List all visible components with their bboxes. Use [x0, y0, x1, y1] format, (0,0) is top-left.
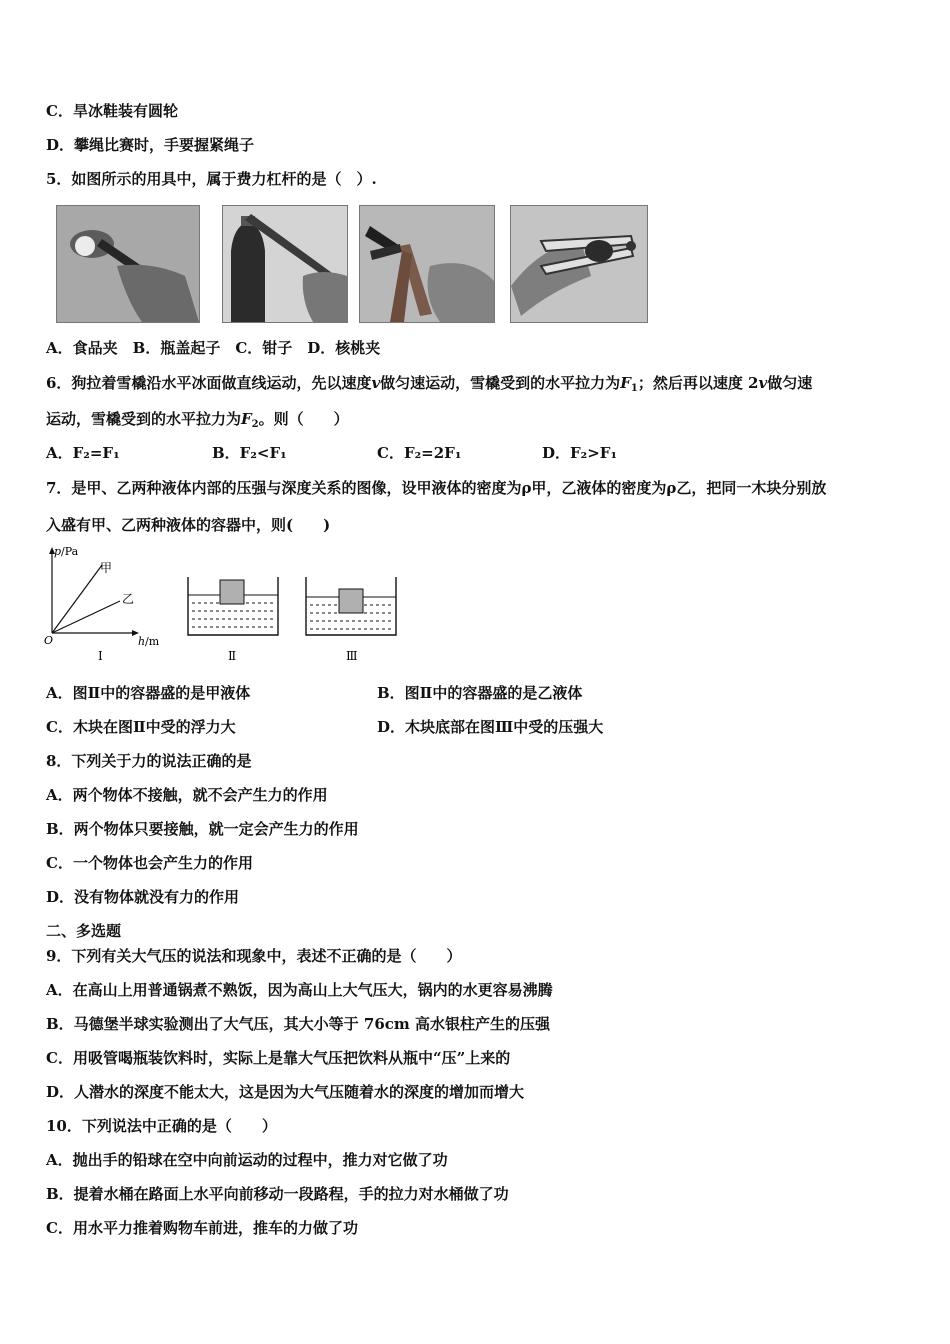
- origin-label: O: [44, 634, 54, 647]
- xlabel-unit: /m: [145, 635, 160, 648]
- label-yi: 乙: [122, 592, 135, 606]
- q5-stem: 5．如图所示的用具中，属于费力杠杆的是（ ）.: [46, 170, 377, 188]
- wood-block-ii: [220, 580, 244, 604]
- caption-i: Ⅰ: [98, 649, 103, 663]
- q4-option-c: C．旱冰鞋装有圆轮: [46, 102, 178, 120]
- q6-stem-line2: 运动，雪橇受到的水平拉力为$F_2$。则（ ）: [46, 410, 349, 430]
- label-jia: 甲: [100, 561, 113, 575]
- q10-option-b: B．提着水桶在路面上水平向前移动一段路程，手的拉力对水桶做了功: [46, 1185, 509, 1203]
- q6-option-b: B．F₂<F₁: [212, 444, 287, 462]
- q6-stem-line1: 6．狗拉着雪橇沿水平冰面做直线运动，先以速度v做匀速运动，雪橇受到的水平拉力为$F_1$；然后再以速度 2v做匀速: [46, 374, 813, 394]
- q7-option-a: A．图Ⅱ中的容器盛的是甲液体: [46, 684, 251, 702]
- q8-stem: 8．下列关于力的说法正确的是: [46, 752, 252, 770]
- bottle-opener-photo: [222, 205, 348, 323]
- food-tongs-photo: [56, 205, 200, 323]
- caption-ii: Ⅱ: [228, 649, 237, 663]
- wood-block-iii: [339, 589, 363, 613]
- line-jia: [52, 565, 102, 633]
- q7-stem-line2: 入盛有甲、乙两种液体的容器中，则( ): [46, 516, 331, 534]
- container-ii: [188, 577, 278, 635]
- q6-option-d: D．F₂>F₁: [542, 444, 618, 462]
- ylabel-unit: /Pa: [61, 545, 79, 558]
- q10-stem: 10．下列说法中正确的是（ ）: [46, 1117, 277, 1135]
- q9-option-a: A．在高山上用普通锅煮不熟饭，因为高山上大气压大，锅内的水更容易沸腾: [46, 981, 553, 999]
- caption-iii: Ⅲ: [346, 649, 358, 663]
- q9-option-c: C．用吸管喝瓶装饮料时，实际上是靠大气压把饮料从瓶中“压”上来的: [46, 1049, 511, 1067]
- section-multiple-choice: 二、多选题: [46, 922, 122, 940]
- q8-option-a: A．两个物体不接触，就不会产生力的作用: [46, 786, 328, 804]
- container-iii: [306, 577, 396, 635]
- nutcracker-photo: [510, 205, 648, 323]
- q8-option-c: C．一个物体也会产生力的作用: [46, 854, 253, 872]
- line-yi: [52, 601, 120, 633]
- q8-option-b: B．两个物体只要接触，就一定会产生力的作用: [46, 820, 359, 838]
- q10-option-c: C．用水平力推着购物车前进，推车的力做了功: [46, 1219, 358, 1237]
- q9-option-b: B．马德堡半球实验测出了大气压，其大小等于 76cm 高水银柱产生的压强: [46, 1015, 551, 1033]
- q9-stem: 9．下列有关大气压的说法和现象中，表述不正确的是（ ）: [46, 947, 462, 965]
- q4-option-d: D．攀绳比赛时，手要握紧绳子: [46, 136, 255, 154]
- q7-option-c: C．木块在图Ⅱ中受的浮力大: [46, 718, 236, 736]
- q10-option-a: A．抛出手的铅球在空中向前运动的过程中，推力对它做了功: [46, 1151, 448, 1169]
- q6-option-a: A．F₂=F₁: [46, 444, 120, 462]
- ylabel-p: p: [54, 545, 62, 558]
- q7-option-b: B．图Ⅱ中的容器盛的是乙液体: [377, 684, 583, 702]
- pliers-photo: [359, 205, 495, 323]
- q6-option-c: C．F₂=2F₁: [377, 444, 462, 462]
- q7-figure: [40, 543, 410, 668]
- q7-option-d: D．木块底部在图Ⅲ中受的压强大: [377, 718, 604, 736]
- q9-option-d: D．人潜水的深度不能太大，这是因为大气压随着水的深度的增加而增大: [46, 1083, 525, 1101]
- q8-option-d: D．没有物体就没有力的作用: [46, 888, 240, 906]
- q7-stem-line1: 7．是甲、乙两种液体内部的压强与深度关系的图像，设甲液体的密度为ρ甲，乙液体的密度为ρ乙，把同一木块分别放: [46, 479, 827, 497]
- q5-options: A．食品夹 B．瓶盖起子 C．钳子 D．核桃夹: [46, 339, 381, 357]
- xlabel-h: h: [138, 635, 146, 648]
